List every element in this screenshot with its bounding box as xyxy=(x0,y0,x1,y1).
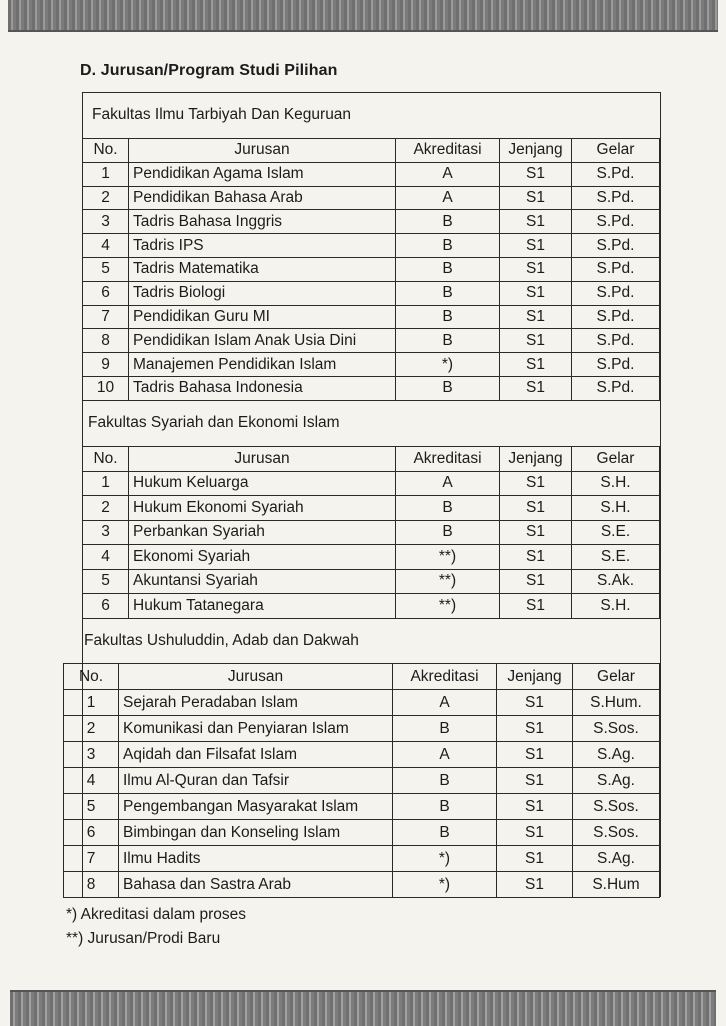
cell-no: 8 xyxy=(64,872,119,898)
table-row xyxy=(83,329,660,353)
cell-jurusan: Hukum Ekonomi Syariah xyxy=(129,496,396,521)
cell-gelar: S.Ag. xyxy=(573,742,660,768)
cell-gelar: S.Pd. xyxy=(572,186,660,210)
cell-jenjang: S1 xyxy=(497,820,573,846)
cell-gelar: S.Ak. xyxy=(572,569,660,594)
cell-akreditasi: *) xyxy=(396,353,500,377)
cell-jurusan: Bahasa dan Sastra Arab xyxy=(119,872,393,898)
cell-jenjang: S1 xyxy=(500,234,572,258)
cell-jenjang: S1 xyxy=(500,210,572,234)
cell-no: 2 xyxy=(83,186,129,210)
cell-jurusan: Pendidikan Islam Anak Usia Dini xyxy=(129,329,396,353)
cell-jenjang: S1 xyxy=(500,545,572,570)
cell-akreditasi: A xyxy=(393,742,497,768)
header-no: No. xyxy=(83,139,129,163)
cell-gelar: S.Pd. xyxy=(572,257,660,281)
header-jurusan: Jurusan xyxy=(129,139,396,163)
cell-gelar: S.Hum xyxy=(573,872,660,898)
cell-akreditasi: *) xyxy=(393,846,497,872)
section-title: D. Jurusan/Program Studi Pilihan xyxy=(80,62,338,79)
header-jenjang: Jenjang xyxy=(500,447,572,472)
cell-jenjang: S1 xyxy=(497,768,573,794)
cell-jurusan: Tadris Matematika xyxy=(129,257,396,281)
header-akreditasi: Akreditasi xyxy=(396,447,500,472)
cell-gelar: S.Sos. xyxy=(573,820,660,846)
cell-jurusan: Pendidikan Agama Islam xyxy=(129,162,396,186)
cell-no: 6 xyxy=(83,281,129,305)
cell-jurusan: Komunikasi dan Penyiaran Islam xyxy=(119,716,393,742)
table-row xyxy=(64,872,660,898)
cell-akreditasi: B xyxy=(396,329,500,353)
table-header-row xyxy=(83,447,660,472)
cell-akreditasi: A xyxy=(393,690,497,716)
table-header-row xyxy=(64,664,660,690)
table-row xyxy=(83,471,660,496)
cell-no: 4 xyxy=(83,545,129,570)
cell-jenjang: S1 xyxy=(497,742,573,768)
table-row xyxy=(64,820,660,846)
cell-jurusan: Pengembangan Masyarakat Islam xyxy=(119,794,393,820)
cell-gelar: S.Sos. xyxy=(573,794,660,820)
header-gelar: Gelar xyxy=(572,139,660,163)
cell-gelar: S.Pd. xyxy=(572,234,660,258)
faculty-title: Fakultas Syariah dan Ekonomi Islam xyxy=(88,414,340,431)
table-row xyxy=(83,353,660,377)
cell-gelar: S.Pd. xyxy=(572,329,660,353)
cell-jenjang: S1 xyxy=(497,846,573,872)
cell-akreditasi: A xyxy=(396,162,500,186)
cell-gelar: S.Pd. xyxy=(572,281,660,305)
faculty-table xyxy=(82,446,660,619)
cell-gelar: S.Pd. xyxy=(572,353,660,377)
table-row xyxy=(64,846,660,872)
cell-jenjang: S1 xyxy=(500,569,572,594)
cell-gelar: S.H. xyxy=(572,496,660,521)
cell-akreditasi: **) xyxy=(396,545,500,570)
cell-no: 5 xyxy=(83,569,129,594)
header-akreditasi: Akreditasi xyxy=(393,664,497,690)
cell-jurusan: Pendidikan Guru MI xyxy=(129,305,396,329)
cell-akreditasi: B xyxy=(396,210,500,234)
header-no: No. xyxy=(83,447,129,472)
cell-jurusan: Ilmu Al-Quran dan Tafsir xyxy=(119,768,393,794)
cell-akreditasi: A xyxy=(396,186,500,210)
scan-top-edge xyxy=(8,0,718,32)
cell-jenjang: S1 xyxy=(500,520,572,545)
cell-no: 3 xyxy=(83,520,129,545)
cell-no: 3 xyxy=(64,742,119,768)
table-row xyxy=(83,520,660,545)
cell-no: 3 xyxy=(83,210,129,234)
cell-akreditasi: B xyxy=(393,794,497,820)
cell-akreditasi: **) xyxy=(396,594,500,619)
cell-akreditasi: B xyxy=(396,376,500,400)
cell-jenjang: S1 xyxy=(500,594,572,619)
header-gelar: Gelar xyxy=(572,447,660,472)
footnote: *) Akreditasi dalam proses xyxy=(66,906,247,923)
cell-no: 7 xyxy=(83,305,129,329)
table-row xyxy=(83,162,660,186)
table-row xyxy=(64,768,660,794)
cell-gelar: S.Pd. xyxy=(572,376,660,400)
cell-gelar: S.Ag. xyxy=(573,768,660,794)
cell-no: 7 xyxy=(64,846,119,872)
cell-jurusan: Ilmu Hadits xyxy=(119,846,393,872)
cell-akreditasi: B xyxy=(396,281,500,305)
cell-no: 5 xyxy=(83,257,129,281)
cell-jurusan: Ekonomi Syariah xyxy=(129,545,396,570)
cell-no: 5 xyxy=(64,794,119,820)
cell-no: 6 xyxy=(83,594,129,619)
header-no: No. xyxy=(64,664,119,690)
cell-akreditasi: B xyxy=(396,520,500,545)
table-row xyxy=(83,545,660,570)
cell-jenjang: S1 xyxy=(500,329,572,353)
cell-jurusan: Tadris Biologi xyxy=(129,281,396,305)
cell-jenjang: S1 xyxy=(497,794,573,820)
table-row xyxy=(83,281,660,305)
table-row xyxy=(83,210,660,234)
cell-jenjang: S1 xyxy=(500,305,572,329)
cell-jurusan: Tadris IPS xyxy=(129,234,396,258)
header-jurusan: Jurusan xyxy=(119,664,393,690)
cell-no: 1 xyxy=(83,162,129,186)
table-row xyxy=(83,569,660,594)
cell-jurusan: Pendidikan Bahasa Arab xyxy=(129,186,396,210)
cell-jenjang: S1 xyxy=(497,716,573,742)
cell-gelar: S.Hum. xyxy=(573,690,660,716)
cell-jenjang: S1 xyxy=(500,162,572,186)
header-akreditasi: Akreditasi xyxy=(396,139,500,163)
cell-no: 4 xyxy=(64,768,119,794)
cell-no: 2 xyxy=(64,716,119,742)
cell-jurusan: Hukum Tatanegara xyxy=(129,594,396,619)
table-row xyxy=(64,794,660,820)
table-row xyxy=(64,742,660,768)
table-row xyxy=(64,716,660,742)
faculty-title: Fakultas Ushuluddin, Adab dan Dakwah xyxy=(84,632,359,649)
cell-akreditasi: B xyxy=(396,234,500,258)
footnote: **) Jurusan/Prodi Baru xyxy=(66,930,221,947)
cell-jurusan: Manajemen Pendidikan Islam xyxy=(129,353,396,377)
table-row xyxy=(83,496,660,521)
cell-jenjang: S1 xyxy=(497,872,573,898)
cell-jurusan: Hukum Keluarga xyxy=(129,471,396,496)
cell-jenjang: S1 xyxy=(497,690,573,716)
cell-akreditasi: B xyxy=(396,305,500,329)
cell-no: 2 xyxy=(83,496,129,521)
cell-akreditasi: B xyxy=(393,768,497,794)
cell-gelar: S.E. xyxy=(572,545,660,570)
table-header-row xyxy=(83,139,660,163)
cell-akreditasi: *) xyxy=(393,872,497,898)
cell-jenjang: S1 xyxy=(500,281,572,305)
cell-jenjang: S1 xyxy=(500,353,572,377)
faculty-title: Fakultas Ilmu Tarbiyah Dan Keguruan xyxy=(92,106,352,123)
header-jenjang: Jenjang xyxy=(500,139,572,163)
table-row xyxy=(83,376,660,400)
table-row xyxy=(83,594,660,619)
cell-gelar: S.Pd. xyxy=(572,210,660,234)
cell-jurusan: Aqidah dan Filsafat Islam xyxy=(119,742,393,768)
table-row xyxy=(83,186,660,210)
cell-no: 4 xyxy=(83,234,129,258)
cell-akreditasi: B xyxy=(396,257,500,281)
cell-jurusan: Akuntansi Syariah xyxy=(129,569,396,594)
table-row xyxy=(83,305,660,329)
scan-bottom-edge xyxy=(10,990,716,1026)
cell-akreditasi: A xyxy=(396,471,500,496)
cell-jurusan: Perbankan Syariah xyxy=(129,520,396,545)
cell-no: 10 xyxy=(83,376,129,400)
cell-no: 9 xyxy=(83,353,129,377)
faculty-table xyxy=(63,663,660,898)
cell-jurusan: Sejarah Peradaban Islam xyxy=(119,690,393,716)
cell-jurusan: Bimbingan dan Konseling Islam xyxy=(119,820,393,846)
cell-gelar: S.H. xyxy=(572,471,660,496)
cell-akreditasi: B xyxy=(393,716,497,742)
cell-jurusan: Tadris Bahasa Indonesia xyxy=(129,376,396,400)
cell-no: 1 xyxy=(64,690,119,716)
cell-no: 1 xyxy=(83,471,129,496)
cell-gelar: S.H. xyxy=(572,594,660,619)
cell-gelar: S.Ag. xyxy=(573,846,660,872)
faculty-table xyxy=(82,138,660,401)
table-row xyxy=(83,257,660,281)
cell-jurusan: Tadris Bahasa Inggris xyxy=(129,210,396,234)
header-gelar: Gelar xyxy=(573,664,660,690)
table-row xyxy=(64,690,660,716)
cell-akreditasi: B xyxy=(396,496,500,521)
cell-jenjang: S1 xyxy=(500,496,572,521)
cell-jenjang: S1 xyxy=(500,257,572,281)
cell-no: 8 xyxy=(83,329,129,353)
cell-gelar: S.Pd. xyxy=(572,305,660,329)
cell-jenjang: S1 xyxy=(500,471,572,496)
header-jurusan: Jurusan xyxy=(129,447,396,472)
cell-gelar: S.E. xyxy=(572,520,660,545)
cell-no: 6 xyxy=(64,820,119,846)
header-jenjang: Jenjang xyxy=(497,664,573,690)
cell-gelar: S.Pd. xyxy=(572,162,660,186)
cell-akreditasi: **) xyxy=(396,569,500,594)
table-row xyxy=(83,234,660,258)
cell-gelar: S.Sos. xyxy=(573,716,660,742)
cell-jenjang: S1 xyxy=(500,186,572,210)
cell-akreditasi: B xyxy=(393,820,497,846)
cell-jenjang: S1 xyxy=(500,376,572,400)
